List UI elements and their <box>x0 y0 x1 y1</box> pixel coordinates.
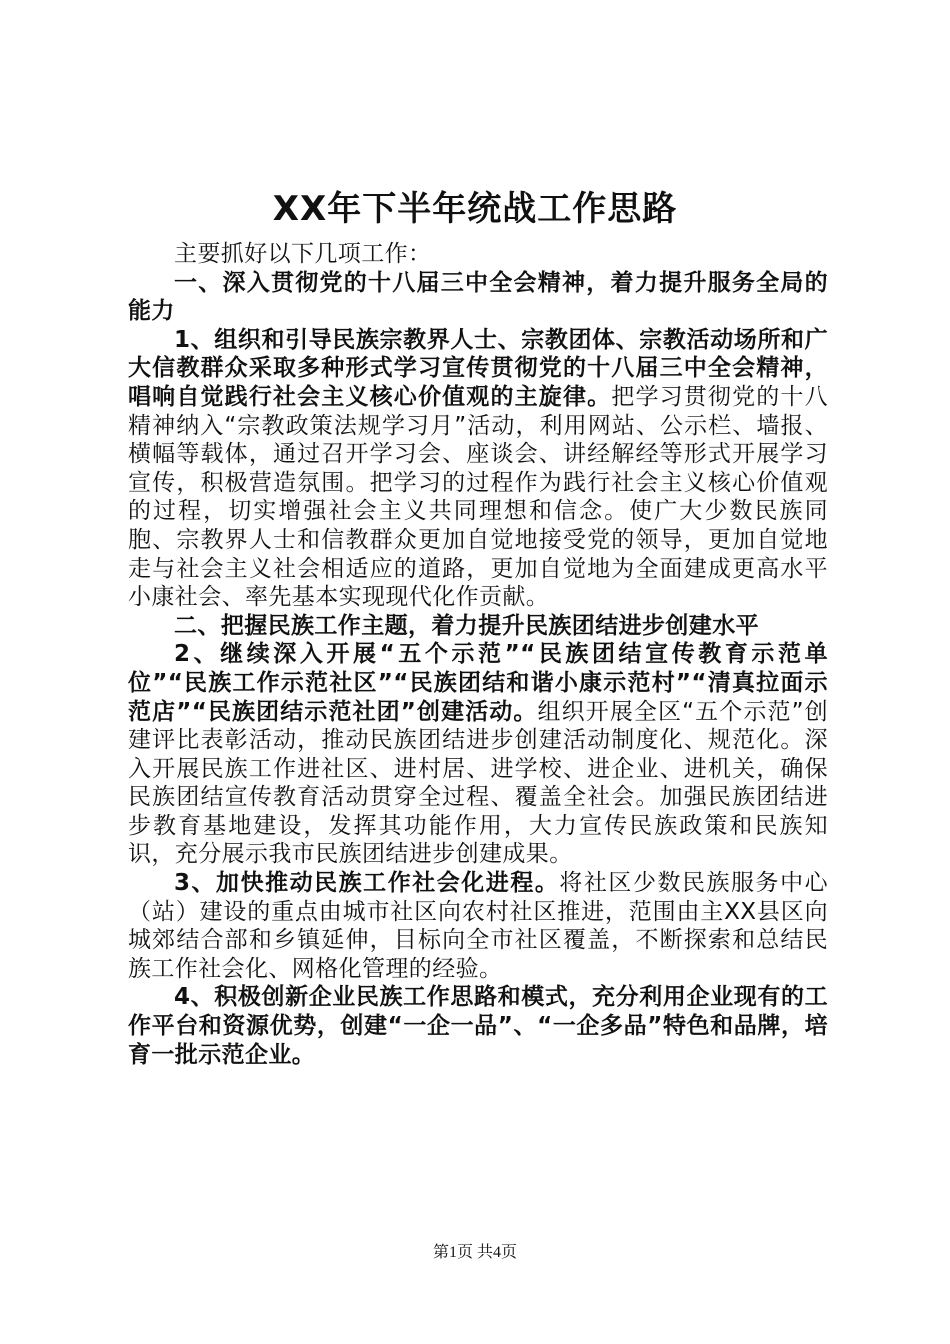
intro-paragraph: 主要抓好以下几项工作： <box>174 241 432 267</box>
item-3-lead: 3、加快推动民族工作社会化进程。 <box>174 870 560 897</box>
section-2-heading: 二、把握民族工作主题，着力提升民族团结进步创建水平 <box>174 612 759 639</box>
item-4-paragraph: 4、积极创新企业民族工作思路和模式，充分利用企业现有的工作平台和资源优势，创建“一企一品”、“一企多品”特色和品牌，培育一批示范企业。 <box>128 984 828 1068</box>
section-1-heading: 一、深入贯彻党的十八届三中全会精神，着力提升服务全局的能力 <box>128 269 828 325</box>
item-3-text: 将社区少数民族服务中心（站）建设的重点由城市社区向农村社区推进，范围由主XX县区向城郊结合部和乡镇延伸，目标向全市社区覆盖，不断探索和总结民族工作社会化、网格化管理的经验。 <box>128 870 829 982</box>
document-title: XX年下半年统战工作思路 <box>272 189 678 229</box>
item-1-paragraph <box>128 326 828 612</box>
item-2-paragraph <box>128 640 828 869</box>
page-footer: 第1页 共4页 <box>432 1244 517 1261</box>
item-3-paragraph <box>128 869 828 983</box>
item-2-lead: 2、继续深入开展“五个示范”“民族团结宣传教育示范单位”“民族工作示范社区”“民族团结和谐小康示范村”“清真拉面示范店”“民族团结示范社团”创建活动。 <box>128 641 828 725</box>
item-1-text: 把学习贯彻党的十八精神纳入“宗教政策法规学习月”活动，利用网站、公示栏、墙报、横幅等载体，通过召开学习会、座谈会、讲经解经等形式开展学习宣传，积极营造氛围。把学习的过程作为践行社会主义核心价值观的过程，切实增强社会主义共同理想和信念。使广大少数民族同胞、宗教界人士和信教群众更加自觉地接受党的领导，更加自觉地走与社会主义社会相适应的道路，更加自觉地为全面建成更高水平小康社会、率先基本实现现代化作贡献。 <box>128 383 828 611</box>
item-2-text: 组织开展全区“五个示范”创建评比表彰活动，推动民族团结进步创建活动制度化、规范化。深入开展民族工作进社区、进村居、进学校、进企业、进机关，确保民族团结宣传教育活动贯穿全过程、覆盖全社会。加强民族团结进步教育基地建设，发挥其功能作用，大力宣传民族政策和民族知识，充分展示我市民族团结进步创建成果。 <box>128 698 828 868</box>
item-1-lead: 1、组织和引导民族宗教界人士、宗教团体、宗教活动场所和广大信教群众采取多种形式学习宣传贯彻党的十八届三中全会精神，唱响自觉践行社会主义核心价值观的主旋律。 <box>128 326 828 410</box>
document-body <box>128 240 828 1069</box>
